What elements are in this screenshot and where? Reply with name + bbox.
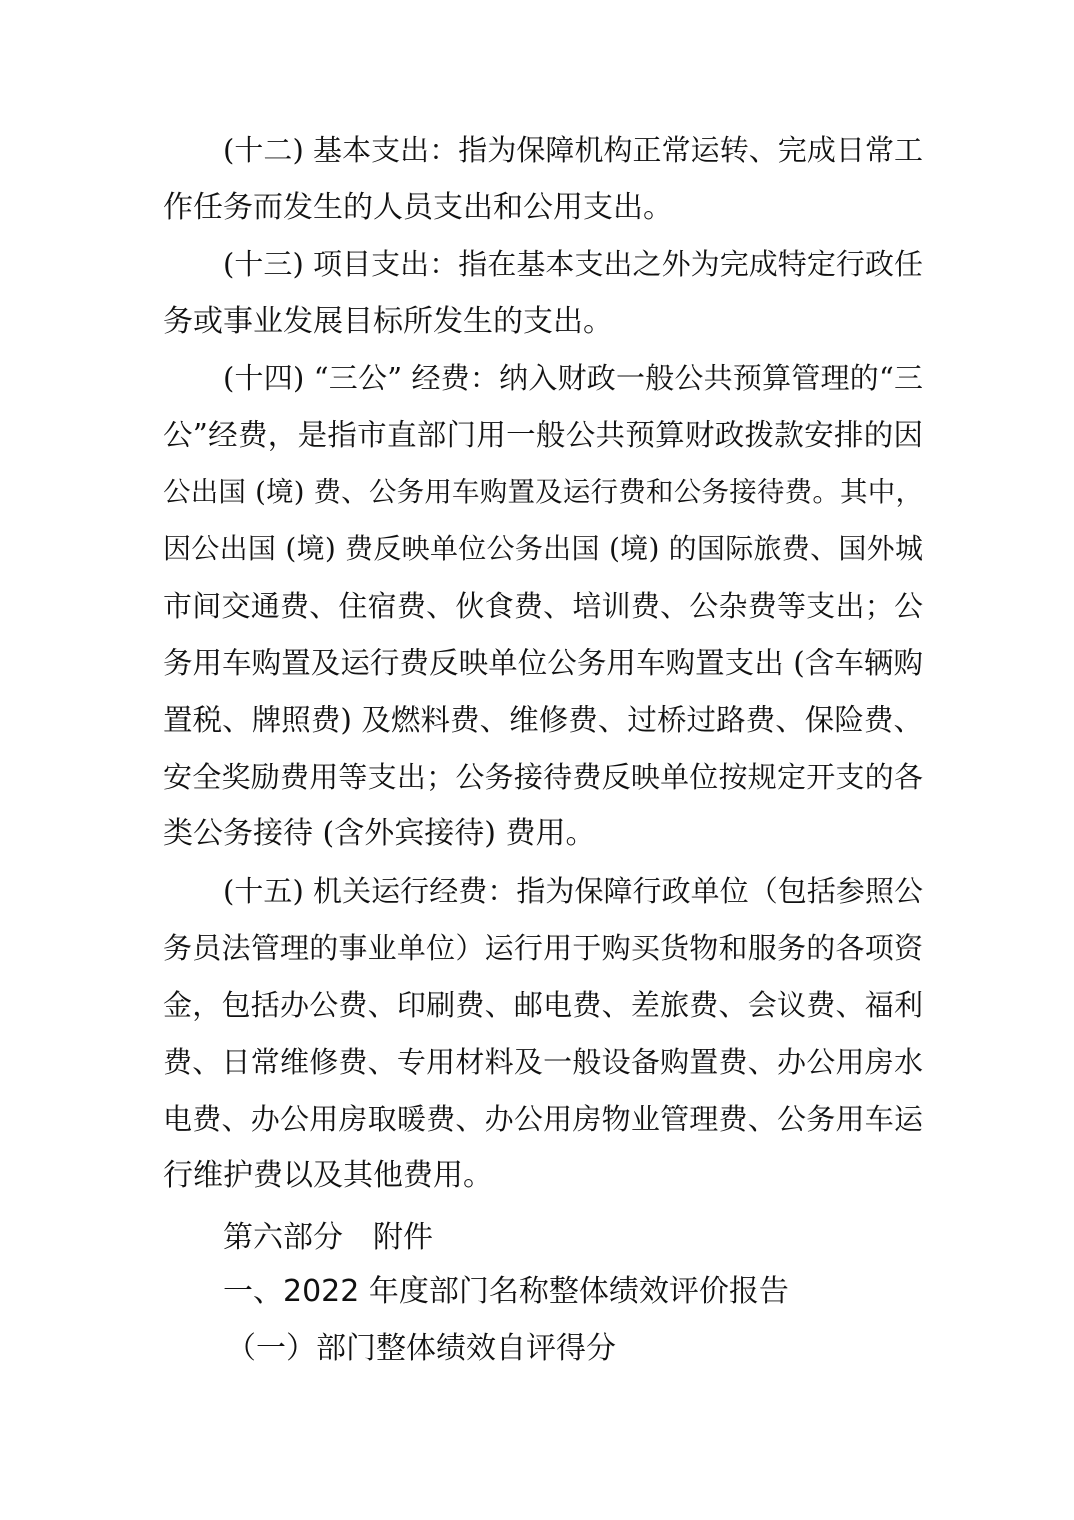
paragraph-13-line-2: 务或事业发展目标所发生的支出。 — [163, 304, 613, 339]
paragraph-15-line-5: 电费、办公用房取暖费、办公用房物业管理费、公务用车运 — [163, 1102, 923, 1136]
paragraph-14-line-3: 公出国 (境) 费、公务用车购置及运行费和公务接待费。其中， — [163, 476, 923, 508]
paragraph-14-line-1: (十四) “三公” 经费：纳入财政一般公共预算管理的“三 — [223, 361, 923, 395]
section-subtitle: 一、2022 年度部门名称整体绩效评价报告 — [223, 1274, 789, 1309]
paragraph-14-line-6: 务用车购置及运行费反映单位公务用车购置支出 (含车辆购 — [163, 646, 923, 680]
paragraph-14-line-2: 公”经费，是指市直部门用一般公共预算财政拨款安排的因 — [163, 418, 923, 452]
paragraph-14-line-8: 安全奖励费用等支出；公务接待费反映单位按规定开支的各 — [163, 760, 923, 794]
paragraph-14-line-7: 置税、牌照费) 及燃料费、维修费、过桥过路费、保险费、 — [163, 703, 923, 737]
paragraph-15-line-6: 行维护费以及其他费用。 — [163, 1158, 493, 1193]
paragraph-13-line-1: (十三) 项目支出：指在基本支出之外为完成特定行政任 — [223, 247, 923, 281]
section-title: 第六部分 附件 — [223, 1220, 433, 1255]
paragraph-15-line-3: 金，包括办公费、印刷费、邮电费、差旅费、会议费、福利 — [163, 988, 923, 1022]
paragraph-12-line-1: (十二) 基本支出：指为保障机构正常运转、完成日常工 — [223, 133, 923, 167]
paragraph-12-line-2: 作任务而发生的人员支出和公用支出。 — [163, 190, 673, 225]
paragraph-14-line-9: 类公务接待 (含外宾接待) 费用。 — [163, 816, 596, 851]
paragraph-15-line-2: 务员法管理的事业单位）运行用于购买货物和服务的各项资 — [163, 931, 923, 965]
paragraph-14-line-5: 市间交通费、住宿费、伙食费、培训费、公杂费等支出；公 — [163, 589, 923, 623]
paragraph-14-line-4: 因公出国 (境) 费反映单位公务出国 (境) 的国际旅费、国外城 — [163, 532, 923, 565]
section-item: （一）部门整体绩效自评得分 — [226, 1331, 616, 1366]
paragraph-15-line-4: 费、日常维修费、专用材料及一般设备购置费、办公用房水 — [163, 1045, 923, 1079]
paragraph-15-line-1: (十五) 机关运行经费：指为保障行政单位（包括参照公 — [223, 874, 923, 908]
